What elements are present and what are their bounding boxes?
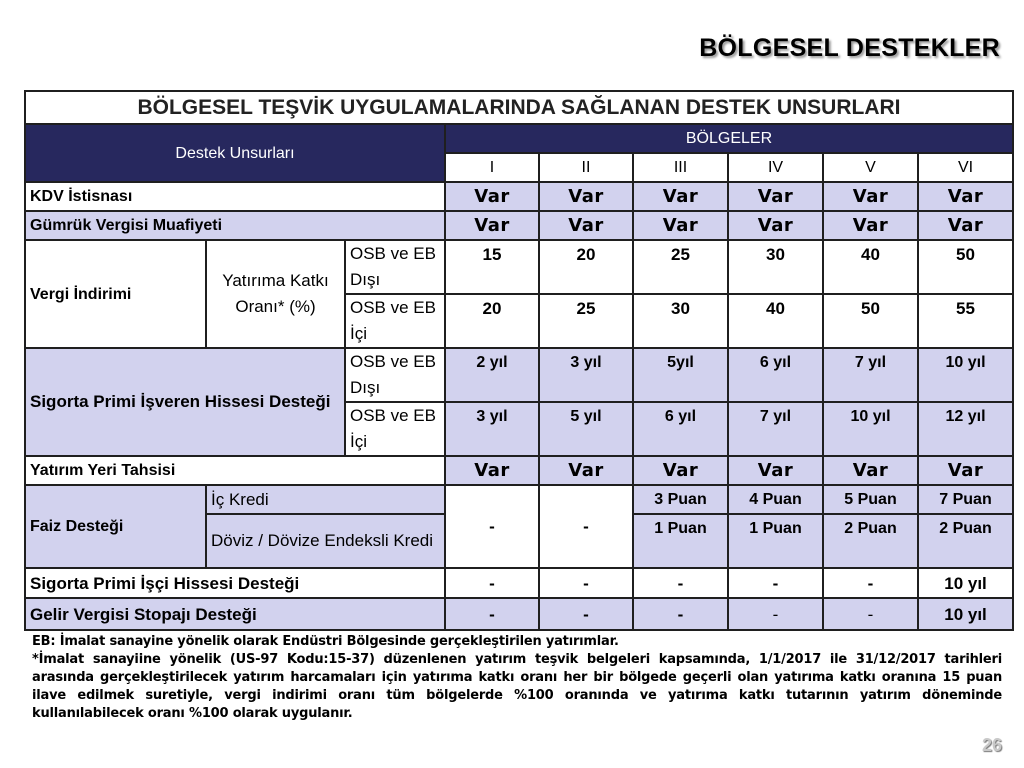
cell-value: 10 yıl [918,348,1013,402]
faiz-type-label: Döviz / Dövize Endeksli Kredi [206,514,445,568]
zone-label: OSB ve EB Dışı [345,348,445,402]
header-destek-unsurlari: Destek Unsurları [25,124,445,182]
cell-value: 3 yıl [539,348,633,402]
cell-value: 25 [539,294,633,348]
cell-value: 7 yıl [823,348,918,402]
cell-value: 2 yıl [445,348,539,402]
cell-value: 10 yıl [918,568,1013,598]
cell-value: Var [918,211,1013,240]
cell-value: 25 [633,240,728,294]
row-label-gelir-vergisi: Gelir Vergisi Stopajı Desteği [25,598,445,630]
row-label-sigorta-isci: Sigorta Primi İşçi Hissesi Desteği [25,568,445,598]
row-label-gumruk: Gümrük Vergisi Muafiyeti [25,211,445,240]
cell-value: Var [918,456,1013,485]
region-header: VI [918,153,1013,182]
region-header: III [633,153,728,182]
cell-value: Var [823,182,918,211]
row-label-kdv: KDV İstisnası [25,182,445,211]
cell-value: 1 Puan [728,514,823,568]
row-label-faiz: Faiz Desteği [25,485,206,568]
cell-value: 20 [445,294,539,348]
cell-value: - [539,485,633,568]
footnote [32,633,1002,723]
cell-value: 5yıl [633,348,728,402]
cell-value: Var [823,456,918,485]
cell-value: 6 yıl [633,402,728,456]
cell-value: Var [445,456,539,485]
incentive-table [24,90,1014,631]
cell-value: 4 Puan [728,485,823,514]
cell-value: 10 yıl [823,402,918,456]
table-row [25,568,1013,598]
header-bolgeler: BÖLGELER [445,124,1013,153]
cell-value: Var [633,211,728,240]
table-title: BÖLGESEL TEŞVİK UYGULAMALARINDA SAĞLANAN DESTEK UNSURLARI [25,91,1013,124]
region-header: II [539,153,633,182]
page-number: 26 [981,735,1002,755]
cell-value: - [823,598,918,630]
row-label-vergi: Vergi İndirimi [25,240,206,348]
cell-value: 3 yıl [445,402,539,456]
cell-value: Var [445,182,539,211]
cell-value: - [445,598,539,630]
cell-value: Var [823,211,918,240]
table-row [25,240,1013,294]
cell-value: - [539,598,633,630]
region-header: V [823,153,918,182]
cell-value: Var [728,182,823,211]
cell-value: 15 [445,240,539,294]
cell-value: - [445,568,539,598]
region-header: I [445,153,539,182]
table-row [25,598,1013,630]
cell-value: 6 yıl [728,348,823,402]
cell-value: - [728,598,823,630]
faiz-type-label: İç Kredi [206,485,445,514]
cell-value: 50 [918,240,1013,294]
cell-value: 5 yıl [539,402,633,456]
cell-value: - [633,598,728,630]
cell-value: Var [728,211,823,240]
cell-value: 55 [918,294,1013,348]
cell-value: Var [445,211,539,240]
cell-value: 1 Puan [633,514,728,568]
cell-value: 3 Puan [633,485,728,514]
cell-value: Var [539,456,633,485]
cell-value: 5 Puan [823,485,918,514]
zone-label: OSB ve EB Dışı [345,240,445,294]
cell-value: - [539,568,633,598]
table-row [25,485,1013,514]
cell-value: 50 [823,294,918,348]
cell-value: Var [633,456,728,485]
cell-value: - [823,568,918,598]
page-title: BÖLGESEL DESTEKLER [699,34,1000,62]
cell-value: 40 [728,294,823,348]
footnote-asterisk: *İmalat sanayiine yönelik (US-97 Kodu:15-37) düzenlenen yatırım teşvik belgeleri kapsamında, 1/1/2017 ile 31/12/2017 tarihleri arasında gerçekleştirilecek yatırım harcamaları için yatırıma katkı oranı her bir bölgede geçerli olan yatırıma katkı oranına 15 puan ilave edilmek suretiyle, vergi indirimi oranı tüm bölgelerde %100 oranında ve yatırıma katkı tutarının yatırım döneminde kullanılabilecek oranı %100 olarak uygulanır. [32,652,1002,721]
footnote-eb: EB: İmalat sanayine yönelik olarak Endüstri Bölgesinde gerçekleştirilen yatırımlar. [32,634,619,649]
vergi-sub-label: Yatırıma Katkı Oranı* (%) [206,240,345,348]
region-header: IV [728,153,823,182]
cell-value: 2 Puan [823,514,918,568]
cell-value: 7 Puan [918,485,1013,514]
table-row [25,182,1013,211]
cell-value: Var [728,456,823,485]
cell-value: Var [539,182,633,211]
cell-value: - [728,568,823,598]
cell-value: Var [633,182,728,211]
cell-value: 40 [823,240,918,294]
cell-value: - [445,485,539,568]
row-label-sigorta-isveren: Sigorta Primi İşveren Hissesi Desteği [25,348,345,456]
cell-value: 30 [633,294,728,348]
table-row [25,211,1013,240]
cell-value: 2 Puan [918,514,1013,568]
cell-value: 10 yıl [918,598,1013,630]
table-row [25,456,1013,485]
cell-value: 12 yıl [918,402,1013,456]
cell-value: 7 yıl [728,402,823,456]
cell-value: - [633,568,728,598]
cell-value: 20 [539,240,633,294]
zone-label: OSB ve EB İçi [345,402,445,456]
cell-value: Var [918,182,1013,211]
table-row [25,348,1013,402]
cell-value: 30 [728,240,823,294]
row-label-yatirim-yeri: Yatırım Yeri Tahsisi [25,456,445,485]
zone-label: OSB ve EB İçi [345,294,445,348]
cell-value: Var [539,211,633,240]
